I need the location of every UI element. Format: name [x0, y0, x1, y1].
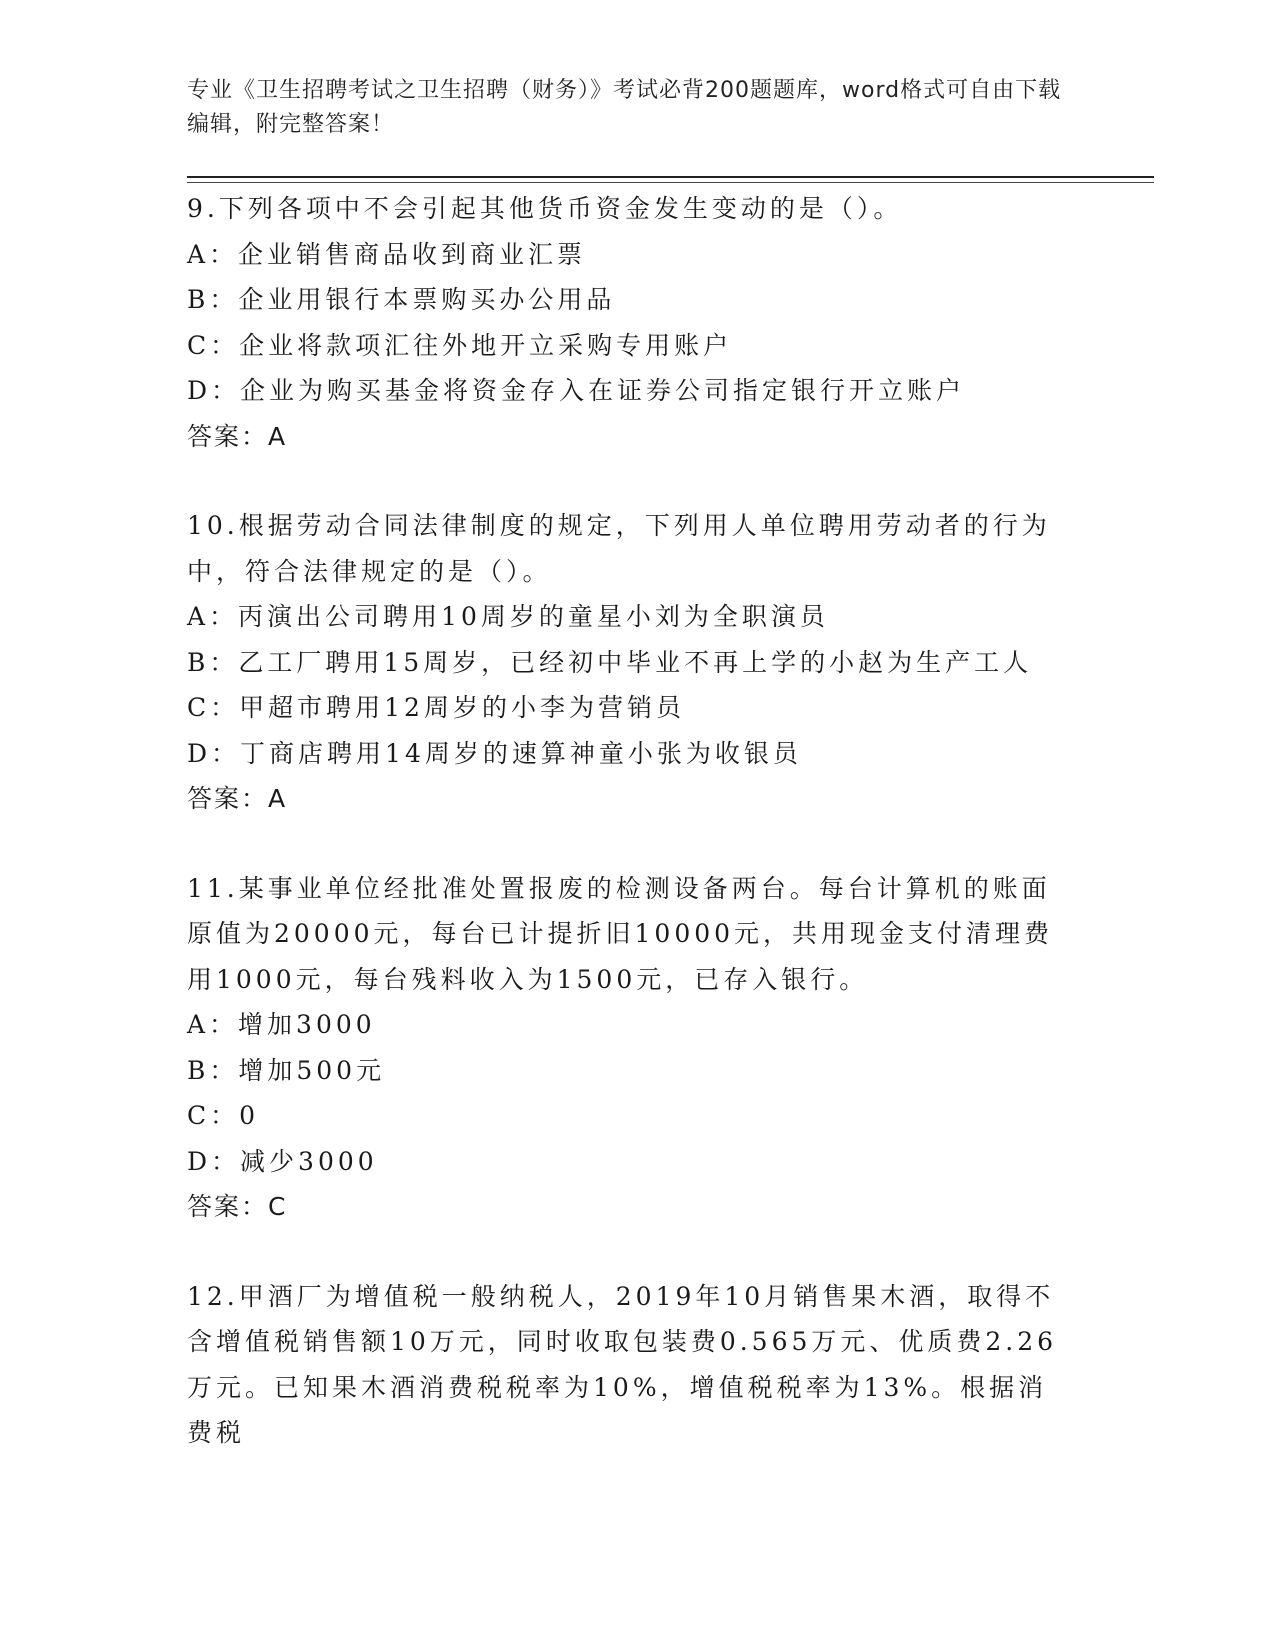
answer: 答案：A [187, 784, 288, 813]
option-c: C：0 [187, 1101, 260, 1130]
option-b: B：乙工厂聘用15周岁，已经初中毕业不再上学的小赵为生产工人 [187, 647, 1033, 677]
question-9 [187, 186, 1067, 459]
question-11 [187, 866, 1067, 1230]
question-stem: 11.某事业单位经批准处置报废的检测设备两台。每台计算机的账面原值为20000元，每台已计提折旧10000元，共用现金支付清理费用1000元，每台残料收入为1500元，已存入银行。 [187, 873, 1054, 994]
question-list [187, 186, 1067, 1500]
option-a: A：增加3000 [187, 1010, 376, 1039]
question-stem: 9.下列各项中不会引起其他货币资金发生变动的是（）。 [187, 194, 903, 223]
header-rule-thick [187, 176, 1154, 178]
option-a: A：丙演出公司聘用10周岁的童星小刘为全职演员 [187, 602, 829, 631]
answer: 答案：A [187, 421, 288, 451]
question-stem: 10.根据劳动合同法律制度的规定，下列用人单位聘用劳动者的行为中，符合法律规定的是（）。 [187, 511, 1051, 586]
option-d: D：减少3000 [187, 1146, 378, 1176]
question-12 [187, 1274, 1067, 1456]
option-a: A：企业销售商品收到商业汇票 [187, 239, 587, 269]
document-header: 专业《卫生招聘考试之卫生招聘（财务）》考试必背200题题库，word格式可自由下载编辑，附完整答案！ [187, 78, 1062, 137]
option-c: C：企业将款项汇往外地开立采购专用账户 [187, 330, 733, 360]
option-b: B：增加500元 [187, 1055, 386, 1085]
option-c: C：甲超市聘用12周岁的小李为营销员 [187, 693, 685, 722]
option-d: D：丁商店聘用14周岁的速算神童小张为收银员 [187, 738, 802, 768]
question-stem: 12.甲酒厂为增值税一般纳税人，2019年10月销售果木酒，取得不含增值税销售额10万元，同时收取包装费0.565万元、优质费2.26万元。已知果木酒消费税税率为10%，增值税税率为13%。根据消费税 [187, 1281, 1058, 1447]
answer: 答案：C [187, 1192, 288, 1221]
option-b: B：企业用银行本票购买办公用品 [187, 285, 616, 314]
question-10 [187, 503, 1067, 822]
header-rule-thin [187, 182, 1154, 183]
option-d: D：企业为购买基金将资金存入在证券公司指定银行开立账户 [187, 376, 966, 405]
